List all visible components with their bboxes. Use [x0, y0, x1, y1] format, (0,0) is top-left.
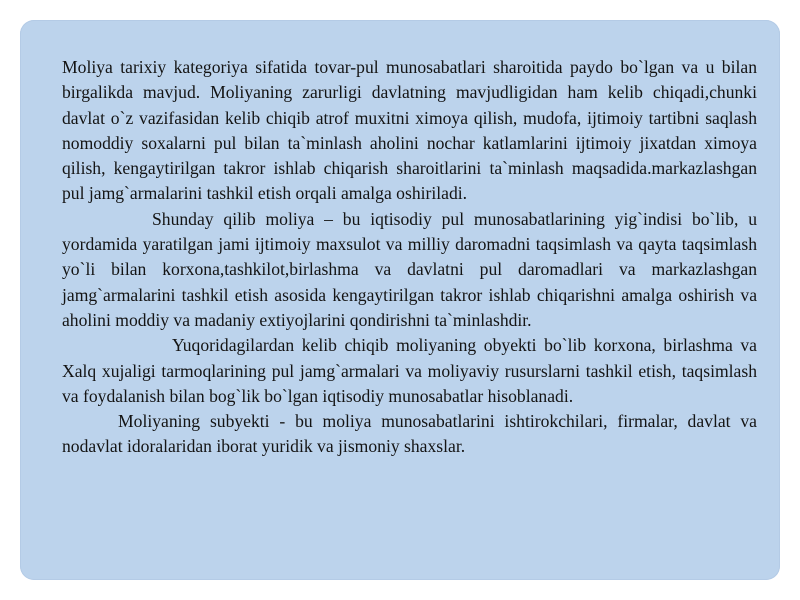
paragraph-finance-subject: Moliyaning subyekti - bu moliya munosabatlarini ishtirokchilari, firmalar, davlat va nodavlat idoralaridan iborat yuridik va jismoniy shaxslar.	[62, 411, 757, 457]
slide-text-body	[62, 55, 757, 460]
paragraph-finance-definition: Shunday qilib moliya – bu iqtisodiy pul munosabatlarining yig`indisi bo`lib, u yordamida yaratilgan jami ijtimoiy maxsulot va milliy daromadni taqsimlash va qayta taqsimlash yo`li bilan korxona,tashkilot,birlashma va davlatni pul daromadlari va markazlashgan jamg`armalarini tashkil etish asosida kengaytirilgan takror ishlab chiqarishni amalga oshirish va aholini moddiy va madaniy extiyojlarini qondirishni ta`minlashdir.	[62, 208, 757, 330]
paragraph-finance-object: Yuqoridagilardan kelib chiqib moliyaning obyekti bo`lib korxona, birlashma va Xalq xujaligi tarmoqlarining pul jamg`armalari va moliyaviy rusurslarni tashkil etish, taqsimlash va foydalanish bilan bog`lik bo`lgan iqtisodiy munosabatlar hisoblanadi.	[62, 335, 757, 406]
paragraph-finance-history: Moliya tarixiy kategoriya sifatida tovar-pul munosabatlari sharoitida paydo bo`lgan va u bilan birgalikda mavjud. Moliyaning zarurligi davlatning mavjudligidan ham kelib chiqadi,chunki davlat o`z vazifasidan kelib chiqib atrof muxitni ximoya qilish, mudofa, ijtimoiy tartibni saqlash nomoddiy soxalarni pul bilan ta`minlash aholini nochar katlamlarini ijtimoiy jixatdan ximoya qilish, kengaytirilgan takror ishlab chiqarish sharoitlarini ta`minlash maqsadida.markazlashgan pul jamg`armalarini tashkil etish orqali amalga oshiriladi.	[62, 57, 757, 204]
